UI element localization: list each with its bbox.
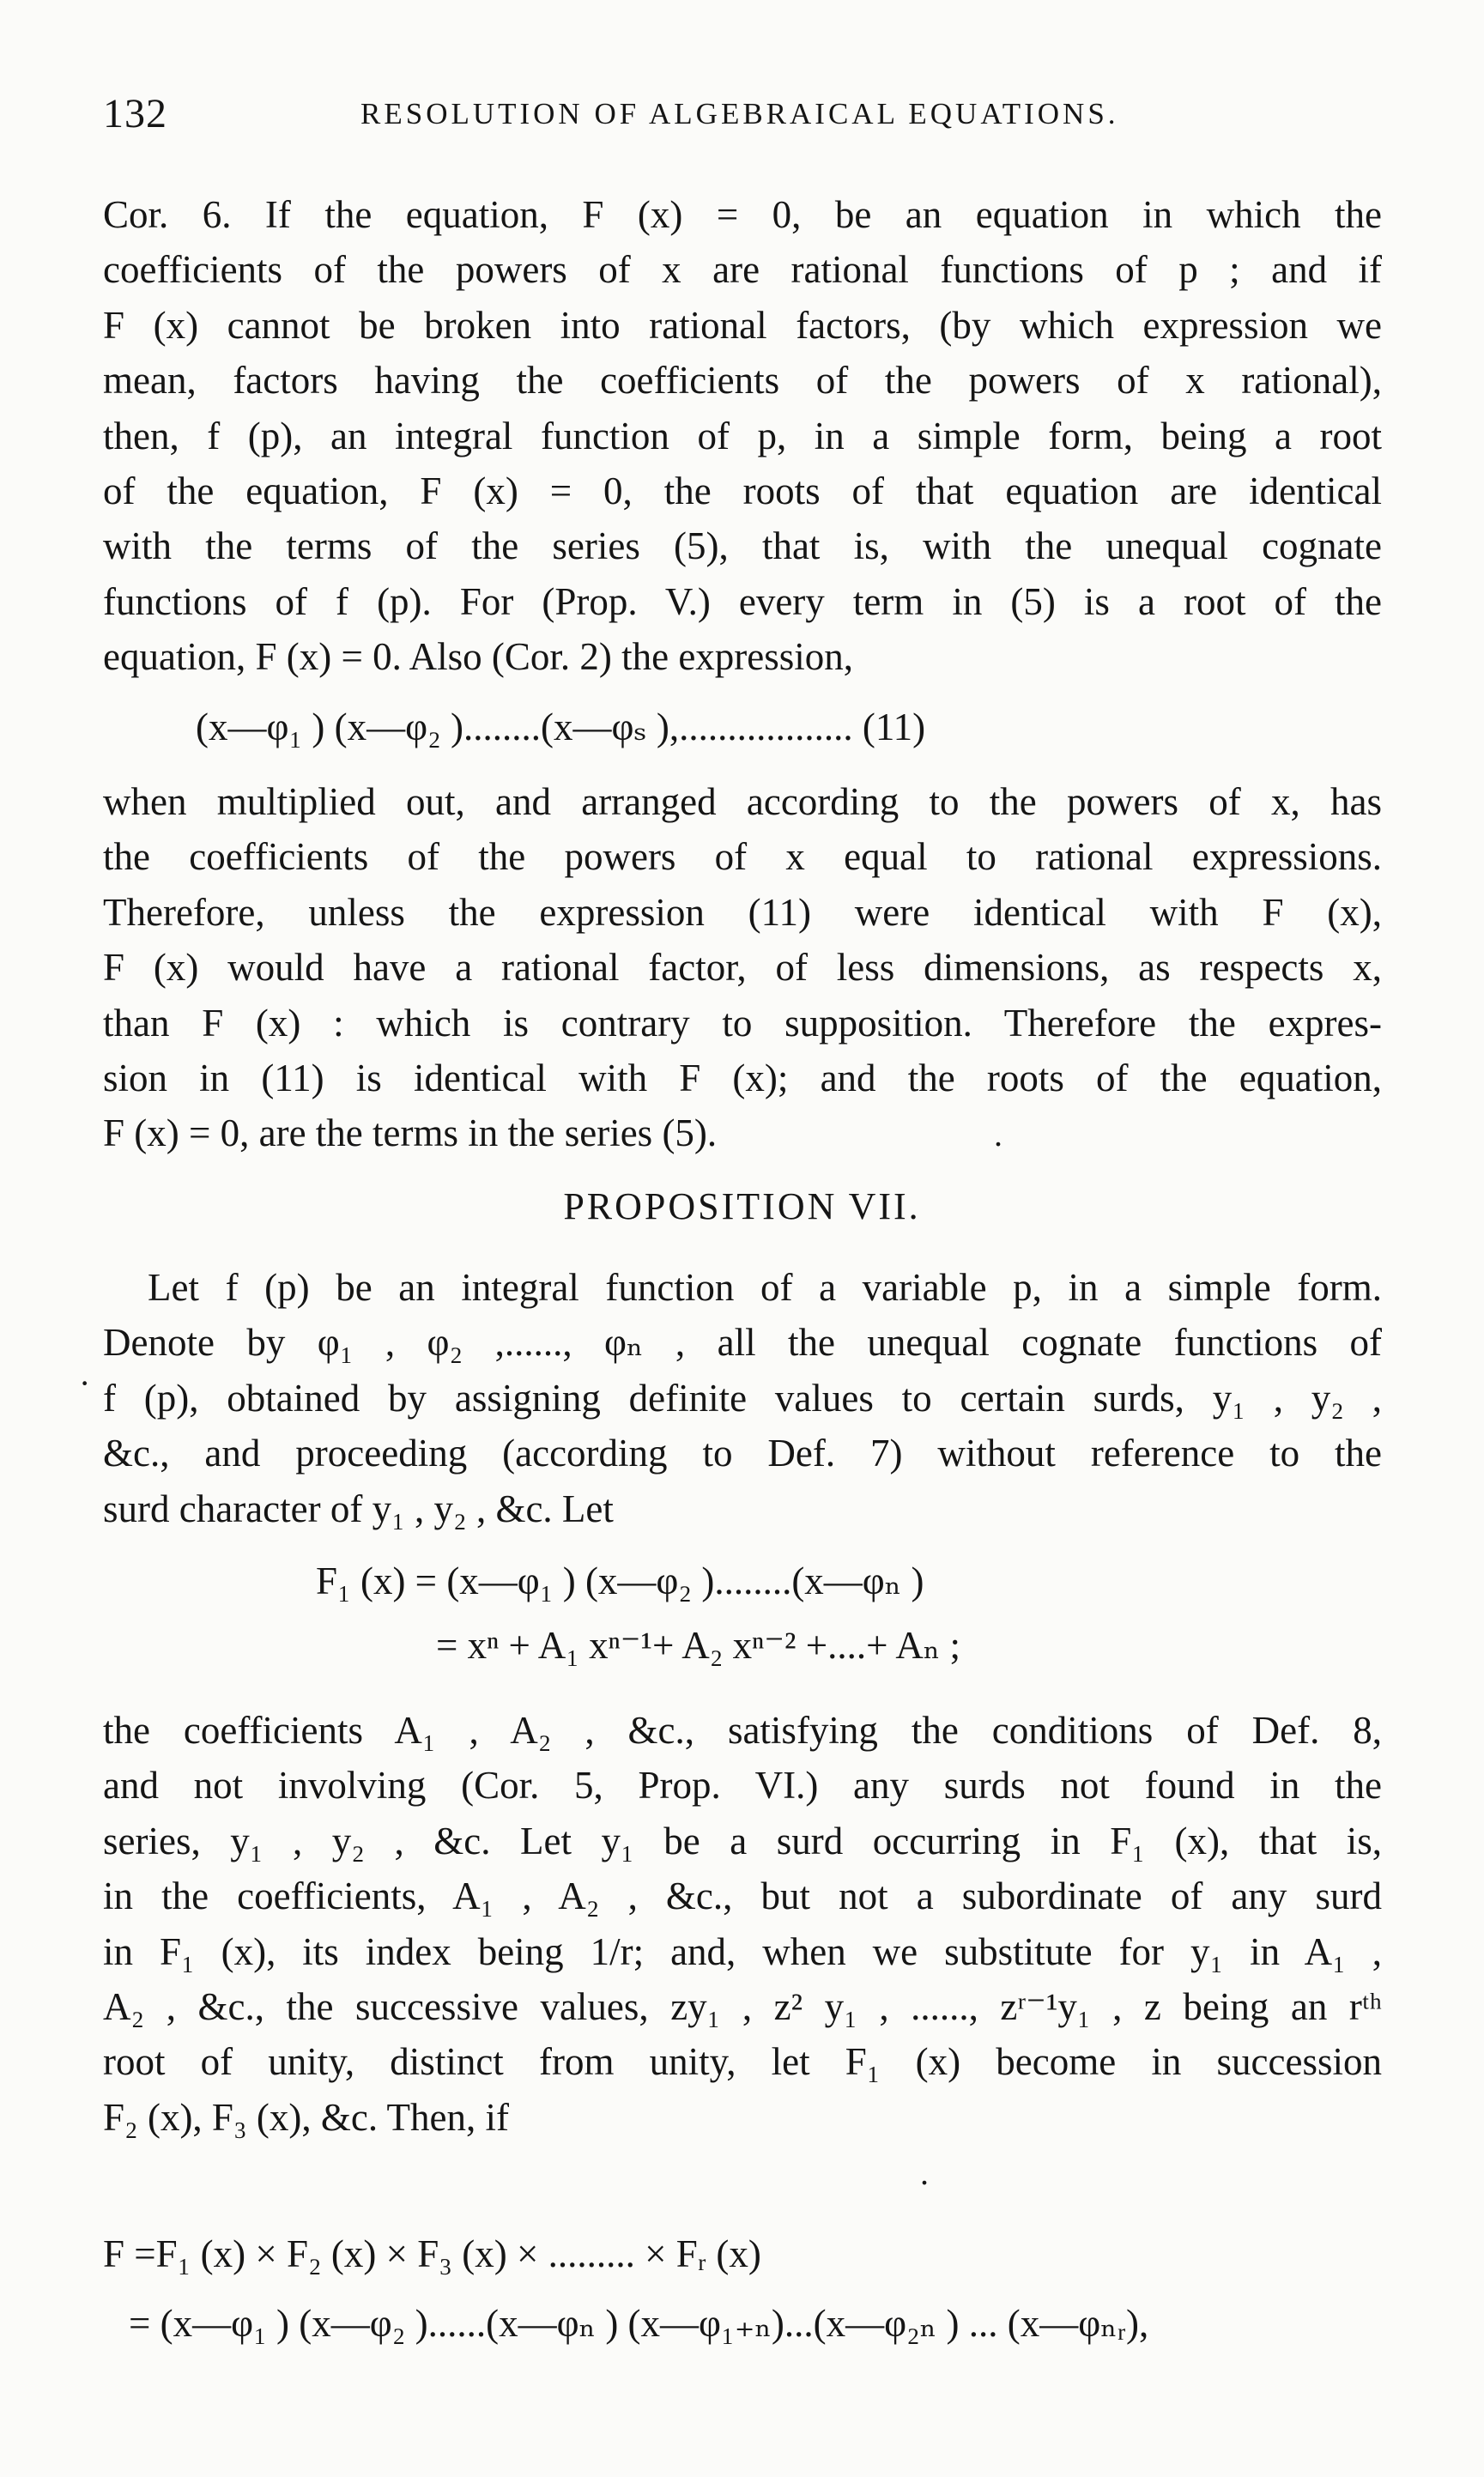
text-line: equation, F (x) = 0. Also (Cor. 2) the expression, — [103, 635, 854, 679]
coefficients-paragraph — [103, 1703, 1382, 2145]
text-line: then, f (p), an integral function of p, in a simple form, being a root — [103, 414, 1382, 457]
text-line: F (x) would have a rational factor, of less dimensions, as respects x, — [103, 946, 1382, 990]
margin-dot-mark: · — [79, 1364, 91, 1402]
equation-f-expansion: = (x—φ₁ ) (x—φ₂ )......(x—φₙ ) (x—φ₁₊ₙ)...(x—φ₂ₙ ) ... (x—φₙᵣ), — [129, 2302, 1149, 2345]
text-line: A₂ , &c., the successive values, zy₁ , z² y₁ , ......, zʳ⁻¹y₁ , z being an rᵗʰ — [103, 1985, 1382, 2029]
proposition-7-paragraph — [103, 1260, 1382, 1536]
stray-dot-mark: . — [920, 2153, 929, 2192]
text-line: Let f (p) be an integral function of a variable p, in a simple form. — [148, 1266, 1382, 1309]
text-line: Therefore, unless the expression (11) were identical with F (x), — [103, 890, 1382, 934]
equation-f1-definition: F₁ (x) = (x—φ₁ ) (x—φ₂ )........(x—φₙ ) — [316, 1559, 924, 1602]
text-line: Denote by φ₁ , φ₂ ,......, φₙ , all the unequal cognate functions of — [103, 1321, 1382, 1365]
equation-11: (x—φ₁ ) (x—φ₂ )........(x—φₛ ),.................. (11) — [196, 706, 926, 748]
text-line: of the equation, F (x) = 0, the roots of that equation are identical — [103, 469, 1382, 513]
text-line: root of unity, distinct from unity, let F₁ (x) become in succession — [103, 2040, 1382, 2084]
text-line: the coefficients of the powers of x equal to rational expressions. — [103, 835, 1382, 879]
page-number: 132 — [103, 91, 167, 136]
text-line: with the terms of the series (5), that is, with the unequal cognate — [103, 524, 1382, 568]
corollary-6-paragraph — [103, 187, 1382, 685]
text-line: &c., and proceeding (according to Def. 7) without reference to the — [103, 1432, 1382, 1475]
proposition-heading: PROPOSITION VII. — [563, 1185, 921, 1227]
page-header — [103, 90, 1382, 150]
text-line: F (x) cannot be broken into rational factors, (by which expression we — [103, 303, 1382, 347]
running-title: RESOLUTION OF ALGEBRAICAL EQUATIONS. — [360, 97, 1119, 130]
text-line: series, y₁ , y₂ , &c. Let y₁ be a surd occurring in F₁ (x), that is, — [103, 1819, 1382, 1862]
stray-dot-mark: . — [994, 1115, 1002, 1154]
text-line: functions of f (p). For (Prop. V.) every term in (5) is a root of the — [103, 579, 1382, 623]
text-line: in F₁ (x), its index being 1/r; and, when we substitute for y₁ in A₁ , — [103, 1929, 1382, 1973]
text-line: mean, factors having the coefficients of the powers of x rational), — [103, 359, 1382, 403]
text-line: f (p), obtained by assigning definite values to certain surds, y₁ , y₂ , — [103, 1376, 1382, 1420]
text-line: the coefficients A₁ , A₂ , &c., satisfying the conditions of Def. 8, — [103, 1709, 1382, 1752]
text-line: F (x) = 0, are the terms in the series (5). — [103, 1111, 718, 1155]
text-line: and not involving (Cor. 5, Prop. VI.) any surds not found in the — [103, 1764, 1382, 1808]
text-line: F₂ (x), F₃ (x), &c. Then, if — [103, 2095, 509, 2139]
text-line: when multiplied out, and arranged according to the powers of x, has — [103, 780, 1382, 823]
text-line: Cor. 6. If the equation, F (x) = 0, be an equation in which the — [103, 193, 1382, 236]
text-line: coefficients of the powers of x are rational functions of p ; and if — [103, 248, 1382, 292]
argument-paragraph — [103, 774, 1382, 1161]
text-line: in the coefficients, A₁ , A₂ , &c., but not a subordinate of any surd — [103, 1874, 1382, 1918]
text-line: than F (x) : which is contrary to supposition. Therefore the expres- — [103, 1001, 1382, 1045]
text-line: surd character of y₁ , y₂ , &c. Let — [103, 1487, 614, 1530]
text-line: sion in (11) is identical with F (x); and the roots of the equation, — [103, 1057, 1382, 1100]
equation-f1-expansion: = xⁿ + A₁ xⁿ⁻¹+ A₂ xⁿ⁻² +....+ Aₙ ; — [436, 1624, 961, 1667]
equation-f-product: F =F₁ (x) × F₂ (x) × F₃ (x) × ......... × Fᵣ (x) — [103, 2232, 761, 2275]
